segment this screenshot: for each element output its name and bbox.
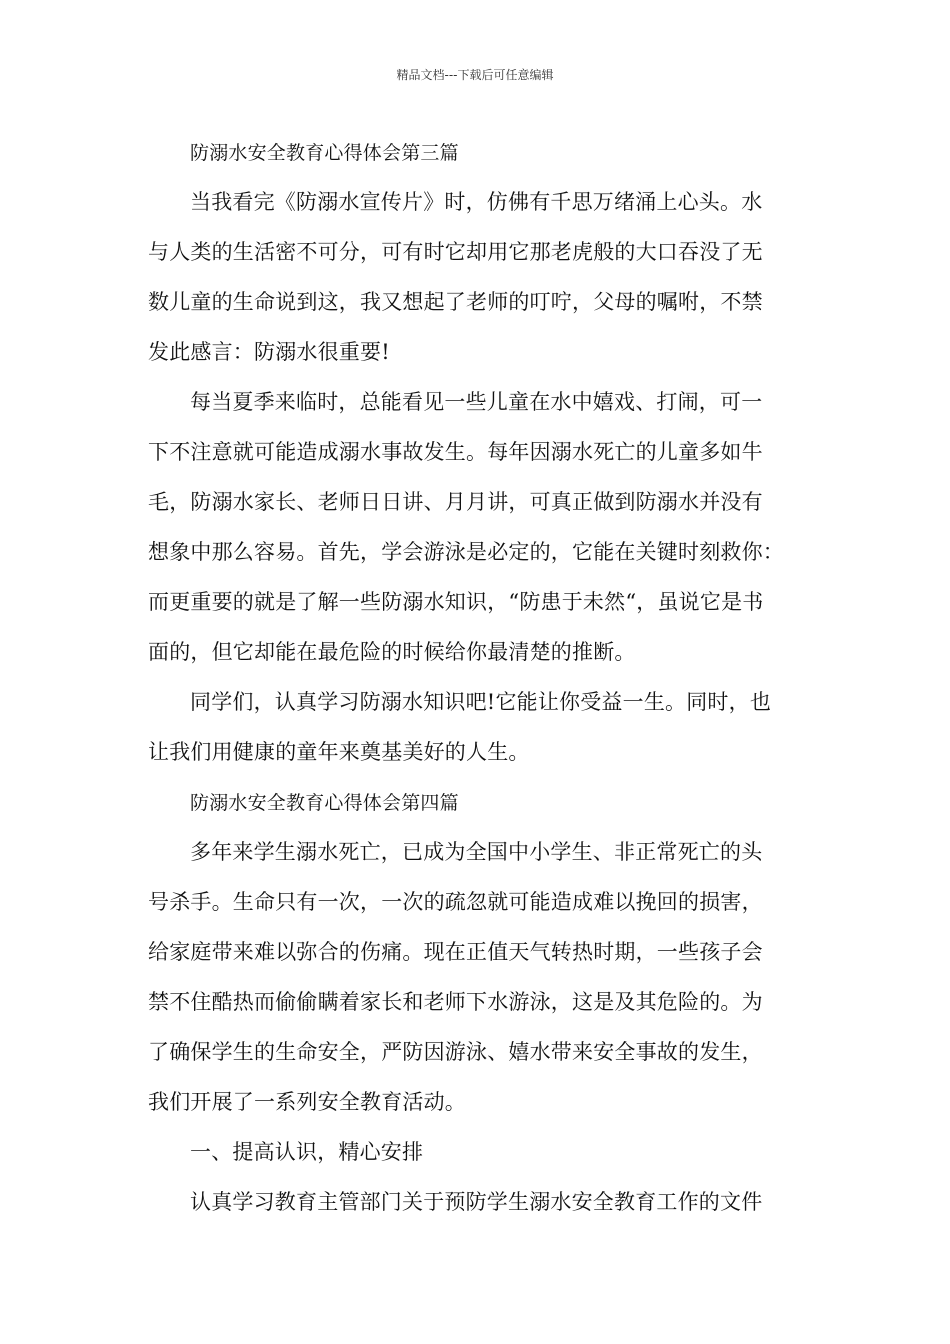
paragraph-line: 想象中那么容易。首先，学会游泳是必定的，它能在关键时刻救你： [148, 540, 784, 564]
section-heading: 防溺水安全教育心得体会第三篇 [190, 142, 459, 164]
paragraph-line: 每当夏季来临时，总能看见一些儿童在水中嬉戏、打闹，可一 [190, 390, 763, 414]
paragraph-line: 禁不住酷热而偷偷瞒着家长和老师下水游泳，这是及其危险的。为 [148, 990, 763, 1014]
paragraph-line: 数儿童的生命说到这，我又想起了老师的叮咛，父母的嘱咐，不禁 [148, 290, 763, 314]
paragraph-line: 让我们用健康的童年来奠基美好的人生。 [148, 740, 530, 764]
paragraph-line: 面的，但它却能在最危险的时候给你最清楚的推断。 [148, 640, 636, 664]
paragraph-line: 与人类的生活密不可分，可有时它却用它那老虎般的大口吞没了无 [148, 240, 763, 264]
paragraph-line: 当我看完《防溺水宣传片》时，仿佛有千思万绪涌上心头。水 [190, 190, 763, 214]
section-heading: 防溺水安全教育心得体会第四篇 [190, 792, 459, 814]
paragraph-line: 给家庭带来难以弥合的伤痛。现在正值天气转热时期，一些孩子会 [148, 940, 763, 964]
paragraph-line: 下不注意就可能造成溺水事故发生。每年因溺水死亡的儿童多如牛 [148, 440, 763, 464]
paragraph-line: 毛，防溺水家长、老师日日讲、月月讲，可真正做到防溺水并没有 [148, 490, 763, 514]
paragraph-line: 而更重要的就是了解一些防溺水知识，“防患于未然“，虽说它是书 [148, 590, 764, 614]
page-header: 精品文档---下载后可任意编辑 [396, 68, 554, 82]
subheading: 一、提高认识，精心安排 [190, 1140, 424, 1164]
paragraph-line: 了确保学生的生命安全，严防因游泳、嬉水带来安全事故的发生， [148, 1040, 763, 1064]
paragraph-line: 发此感言：防溺水很重要! [148, 340, 390, 364]
paragraph-line: 我们开展了一系列安全教育活动。 [148, 1090, 466, 1114]
paragraph-line: 同学们，认真学习防溺水知识吧!它能让你受益一生。同时，也 [190, 690, 772, 714]
paragraph-line: 号杀手。生命只有一次，一次的疏忽就可能造成难以挽回的损害， [148, 890, 763, 914]
paragraph-line: 认真学习教育主管部门关于预防学生溺水安全教育工作的文件 [190, 1190, 763, 1214]
paragraph-line: 多年来学生溺水死亡，已成为全国中小学生、非正常死亡的头 [190, 840, 763, 864]
